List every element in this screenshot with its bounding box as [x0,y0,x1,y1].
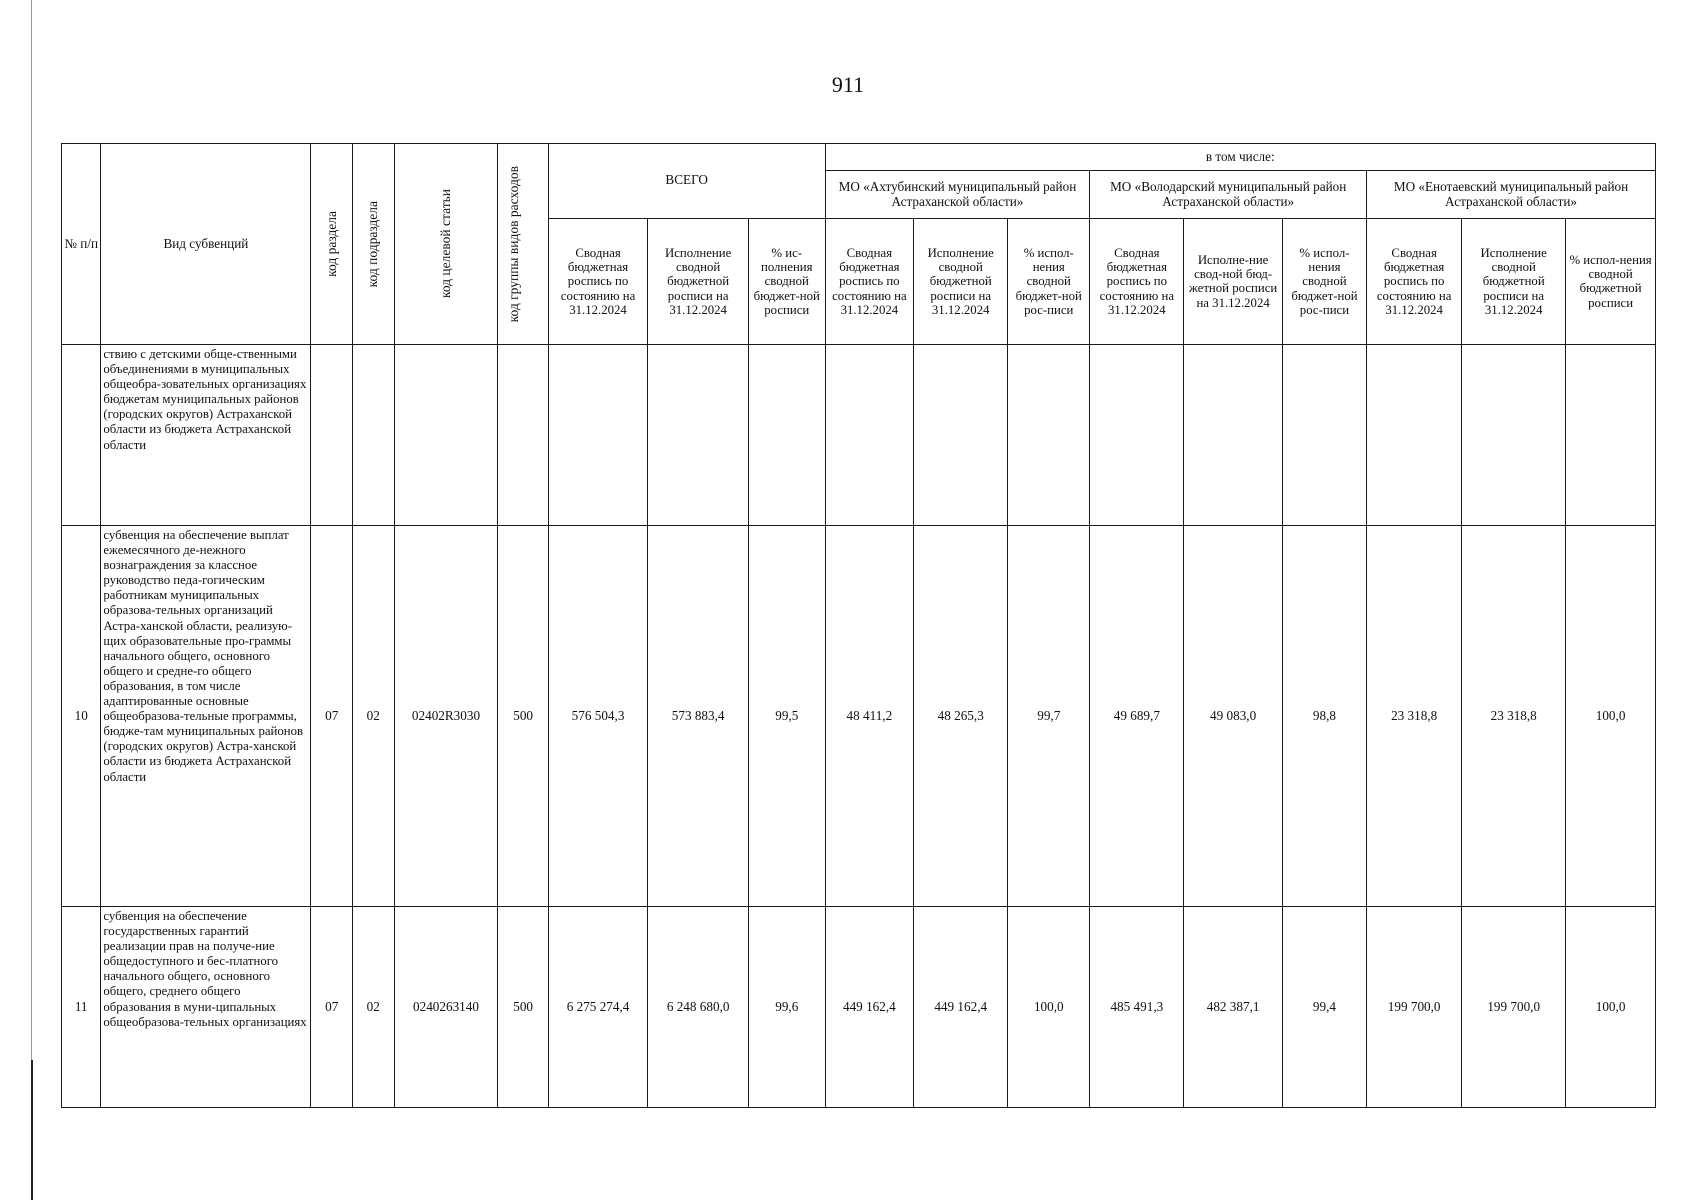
header-mo3-plan: Сводная бюджетная роспись по состоянию на 31.12.2024 [1367,218,1462,344]
cell-mo3-plan: 199 700,0 [1367,907,1462,1108]
cell-mo1-plan [825,345,914,526]
cell-description: ствию с детскими обще-ственными объединениями в муниципальных общеобра-зовательных организациях бюджетам муниципальных районов (городских округов) Астраханской области из бюджета Астраханской области [101,345,311,526]
header-mo3-execution: Исполнение сводной бюджетной росписи на 31.12.2024 [1462,218,1566,344]
cell-subsection-code [352,345,394,526]
header-mo1-percent: % испол-нения сводной бюджет-ной рос-писи [1008,218,1090,344]
cell-expense-group-code [498,345,548,526]
header-expense-group-code [498,144,548,345]
header-target-article-code-label: код целевой статьи [438,189,454,299]
table-row [62,526,1656,907]
cell-description: субвенция на обеспечение выплат ежемесячного де-нежного вознаграждения за классное руководство педа-гогическим работникам муниципальных образова-тельных организаций Астра-ханской области, реализую-щих образовательные про-граммы начального общего, основного общего и средне-го общего образования, в том числе адаптированные основные общеобразова-тельные программы, бюдже-там муниципальных районов (городских округов) Астра-ханской области из бюджета Астраханской области [101,526,311,907]
cell-subsection-code: 02 [352,526,394,907]
header-number: № п/п [62,144,101,345]
cell-total-plan: 6 275 274,4 [548,907,648,1108]
cell-number: 10 [62,526,101,907]
cell-subsection-code: 02 [352,907,394,1108]
cell-mo2-percent: 99,4 [1282,907,1366,1108]
cell-mo1-percent: 100,0 [1008,907,1090,1108]
cell-mo1-percent: 99,7 [1008,526,1090,907]
cell-total-plan [548,345,648,526]
cell-mo1-execution [914,345,1008,526]
cell-target-article-code: 02402R3030 [394,526,498,907]
header-mo1-plan: Сводная бюджетная роспись по состоянию на 31.12.2024 [825,218,914,344]
cell-mo1-execution: 48 265,3 [914,526,1008,907]
table-row-continuation [62,345,1656,526]
header-subsection-code-label: код подраздела [365,200,381,288]
cell-mo3-execution: 23 318,8 [1462,526,1566,907]
cell-mo2-plan: 485 491,3 [1090,907,1184,1108]
cell-total-percent: 99,6 [748,907,825,1108]
cell-mo1-percent [1008,345,1090,526]
cell-target-article-code [394,345,498,526]
cell-section-code: 07 [311,907,353,1108]
cell-mo3-execution [1462,345,1566,526]
header-total-percent: % ис-полнения сводной бюджет-ной росписи [748,218,825,344]
cell-mo1-plan: 449 162,4 [825,907,914,1108]
cell-mo3-execution: 199 700,0 [1462,907,1566,1108]
header-section-code-label: код раздела [323,211,339,277]
cell-total-percent: 99,5 [748,526,825,907]
cell-mo2-execution: 482 387,1 [1184,907,1282,1108]
left-margin-line [31,0,32,1200]
cell-mo1-execution: 449 162,4 [914,907,1008,1108]
cell-target-article-code: 0240263140 [394,907,498,1108]
cell-mo2-plan [1090,345,1184,526]
page-number: 911 [831,72,865,97]
header-target-article-code [394,144,498,345]
cell-mo3-percent [1566,345,1656,526]
cell-mo2-plan: 49 689,7 [1090,526,1184,907]
header-subsection-code [352,144,394,345]
header-including: в том числе: [825,144,1655,171]
cell-section-code: 07 [311,526,353,907]
header-subvention-type: Вид субвенций [101,144,311,345]
cell-expense-group-code: 500 [498,526,548,907]
header-total-plan: Сводная бюджетная роспись по состоянию на 31.12.2024 [548,218,648,344]
header-mo-volodarsky: МО «Володарский муниципальный район Астраханской области» [1090,171,1367,218]
cell-mo2-percent: 98,8 [1282,526,1366,907]
cell-number [62,345,101,526]
left-margin-mark [31,1060,33,1200]
cell-mo2-percent [1282,345,1366,526]
cell-mo3-plan [1367,345,1462,526]
cell-mo1-plan: 48 411,2 [825,526,914,907]
cell-total-plan: 576 504,3 [548,526,648,907]
header-mo-akhtubinsky: МО «Ахтубинский муниципальный район Астраханской области» [825,171,1090,218]
header-mo1-execution: Исполнение сводной бюджетной росписи на 31.12.2024 [914,218,1008,344]
header-mo-enotaevsky: МО «Енотаевский муниципальный район Астраханской области» [1367,171,1656,218]
header-mo2-execution: Исполне-ние свод-ной бюд-жетной росписи на 31.12.2024 [1184,218,1282,344]
cell-mo2-execution [1184,345,1282,526]
cell-total-execution [648,345,749,526]
cell-mo3-plan: 23 318,8 [1367,526,1462,907]
header-mo3-percent: % испол-нения сводной бюджетной росписи [1566,218,1656,344]
header-total-execution: Исполнение сводной бюджетной росписи на 31.12.2024 [648,218,749,344]
cell-total-execution: 6 248 680,0 [648,907,749,1108]
cell-mo3-percent: 100,0 [1566,526,1656,907]
table-row [62,907,1656,1108]
cell-total-execution: 573 883,4 [648,526,749,907]
subvention-table [61,143,1656,1108]
cell-section-code [311,345,353,526]
cell-mo2-execution: 49 083,0 [1184,526,1282,907]
cell-mo3-percent: 100,0 [1566,907,1656,1108]
cell-expense-group-code: 500 [498,907,548,1108]
header-mo2-plan: Сводная бюджетная роспись по состоянию на 31.12.2024 [1090,218,1184,344]
header-expense-group-code-label: код группы видов расходов [506,165,522,323]
cell-description: субвенция на обеспечение государственных гарантий реализации прав на получе-ние общедоступного и бес-платного начального общего, основного общего, среднего общего образования в муни-ципальных общеобразова-тельных организациях [101,907,311,1108]
header-total: ВСЕГО [548,144,825,219]
header-mo2-percent: % испол-нения сводной бюджет-ной рос-писи [1282,218,1366,344]
cell-total-percent [748,345,825,526]
header-section-code [311,144,353,345]
cell-number: 11 [62,907,101,1108]
